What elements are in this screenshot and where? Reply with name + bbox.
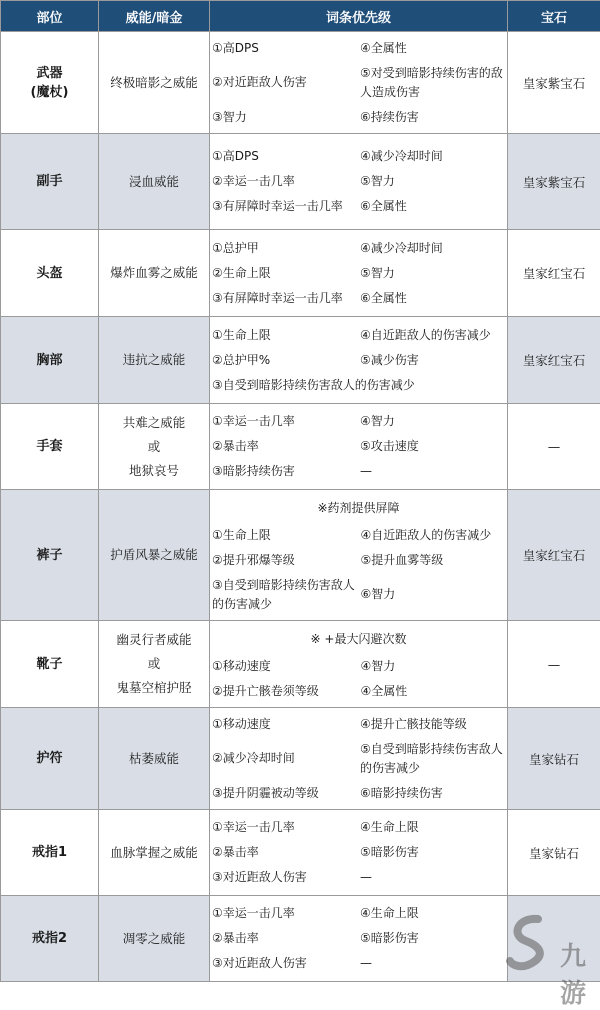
affix-item: ①生命上限	[210, 523, 359, 548]
affix-grid	[210, 625, 507, 704]
power-name-line: 鬼墓空棺护胫	[99, 676, 209, 700]
affix-item: ①幸运一击几率	[210, 901, 358, 926]
affix-item: ⑤暗影伤害	[358, 840, 507, 865]
affix-item: ①高DPS	[210, 144, 358, 169]
affix-item: ③有屏障时幸运一击几率	[210, 286, 358, 311]
part-name-line: 手套	[1, 437, 98, 456]
table-row	[1, 810, 600, 896]
affix-note: ※药剂提供屏障	[210, 494, 507, 523]
cell-part	[1, 621, 99, 708]
affix-item: ④自近距敌人的伤害减少	[359, 523, 508, 548]
cell-affix-priority	[210, 896, 508, 982]
table-row	[1, 404, 600, 490]
power-name-line: 爆炸血雾之威能	[99, 261, 209, 285]
affix-row	[210, 865, 507, 890]
part-name-line: 戒指2	[1, 929, 98, 948]
affix-grid	[210, 236, 507, 311]
affix-item: ②暴击率	[210, 926, 358, 951]
cell-affix-priority	[210, 708, 508, 810]
cell-gem: 皇家紫宝石	[508, 134, 600, 230]
affix-item: ③智力	[210, 105, 358, 130]
power-name-line: 枯萎威能	[99, 747, 209, 771]
affix-item: ⑥持续伤害	[358, 105, 507, 130]
part-name-line: 胸部	[1, 351, 98, 370]
affix-row	[210, 840, 507, 865]
affix-item: ⑤提升血雾等级	[359, 548, 508, 573]
cell-part	[1, 708, 99, 810]
affix-item: ②对近距敌人伤害	[210, 61, 358, 105]
cell-affix-priority	[210, 32, 508, 134]
affix-row	[210, 737, 507, 781]
affix-item: ⑥全属性	[358, 194, 507, 219]
affix-item: ④生命上限	[358, 901, 507, 926]
affix-row	[210, 105, 507, 130]
header-row	[1, 1, 600, 32]
cell-affix-priority	[210, 230, 508, 317]
cell-power	[99, 230, 210, 317]
table-row	[1, 621, 600, 708]
power-name-line: 或	[99, 435, 209, 459]
cell-gem: 皇家红宝石	[508, 490, 600, 621]
part-name-line: 头盔	[1, 264, 98, 283]
cell-affix-priority	[210, 621, 508, 708]
affix-item: —	[358, 865, 507, 890]
affix-grid	[210, 409, 507, 484]
affix-item: ③自受到暗影持续伤害敌人的伤害减少	[210, 573, 359, 617]
header-gem: 宝石	[508, 1, 600, 32]
affix-item: ②总护甲%	[210, 348, 358, 373]
affix-grid	[210, 712, 507, 806]
cell-gem: 皇家红宝石	[508, 317, 600, 404]
cell-part	[1, 810, 99, 896]
affix-item: ①生命上限	[210, 323, 358, 348]
affix-item: ④全属性	[359, 679, 508, 704]
cell-part	[1, 134, 99, 230]
affix-item: ①移动速度	[210, 654, 359, 679]
cell-power	[99, 404, 210, 490]
part-name-line: 副手	[1, 172, 98, 191]
affix-item: ①移动速度	[210, 712, 358, 737]
affix-row	[210, 548, 507, 573]
affix-item: ④自近距敌人的伤害减少	[358, 323, 507, 348]
affix-item: ⑥暗影持续伤害	[358, 781, 507, 806]
affix-row	[210, 459, 507, 484]
part-name-line: 武器	[1, 64, 98, 83]
power-name-line: 地狱哀号	[99, 459, 209, 483]
affix-item: ④减少冷却时间	[358, 144, 507, 169]
cell-power	[99, 317, 210, 404]
affix-row	[210, 61, 507, 105]
table-row	[1, 708, 600, 810]
affix-item: ③对近距敌人伤害	[210, 951, 358, 976]
cell-part	[1, 230, 99, 317]
affix-item: ⑥全属性	[358, 286, 507, 311]
affix-item: ②暴击率	[210, 434, 358, 459]
affix-grid	[210, 36, 507, 130]
cell-power	[99, 32, 210, 134]
table-row	[1, 490, 600, 621]
power-name-line: 浸血威能	[99, 170, 209, 194]
affix-item: ⑤暗影伤害	[358, 926, 507, 951]
affix-grid	[210, 144, 507, 219]
cell-power	[99, 810, 210, 896]
power-name-line: 血脉掌握之威能	[99, 841, 209, 865]
affix-row	[210, 323, 507, 348]
affix-item: ③有屏障时幸运一击几率	[210, 194, 358, 219]
cell-power	[99, 896, 210, 982]
affix-row	[210, 261, 507, 286]
affix-row	[210, 169, 507, 194]
cell-gem: 皇家红宝石	[508, 230, 600, 317]
part-name-line: (魔杖)	[1, 83, 98, 102]
cell-affix-priority	[210, 134, 508, 230]
affix-item: ④减少冷却时间	[358, 236, 507, 261]
affix-item: ①高DPS	[210, 36, 358, 61]
cell-power	[99, 134, 210, 230]
power-name-line: 幽灵行者威能	[99, 628, 209, 652]
affix-grid	[210, 494, 507, 617]
affix-row	[210, 236, 507, 261]
part-name-line: 戒指1	[1, 843, 98, 862]
affix-item: —	[358, 459, 507, 484]
affix-item: ⑥智力	[359, 573, 508, 617]
cell-power	[99, 708, 210, 810]
affix-grid	[210, 323, 507, 398]
affix-item: ⑤对受到暗影持续伤害的敌人造成伤害	[358, 61, 507, 105]
affix-item: ②生命上限	[210, 261, 358, 286]
table-row	[1, 32, 600, 134]
cell-part	[1, 32, 99, 134]
affix-item: ④智力	[358, 409, 507, 434]
cell-part	[1, 896, 99, 982]
affix-row	[210, 348, 507, 373]
affix-grid	[210, 815, 507, 890]
affix-row	[210, 901, 507, 926]
affix-item: ⑤减少伤害	[358, 348, 507, 373]
cell-part	[1, 404, 99, 490]
affix-row	[210, 144, 507, 169]
affix-item: ②提升亡骸卷须等级	[210, 679, 359, 704]
affix-row	[210, 36, 507, 61]
affix-row	[210, 286, 507, 311]
affix-row	[210, 373, 507, 398]
affix-item: ②幸运一击几率	[210, 169, 358, 194]
watermark-text: 九游	[560, 936, 600, 1010]
table-row	[1, 317, 600, 404]
affix-row	[210, 781, 507, 806]
cell-gem: 皇家紫宝石	[508, 32, 600, 134]
affix-item: ①总护甲	[210, 236, 358, 261]
power-name-line: 护盾风暴之威能	[99, 543, 209, 567]
part-name-line: 护符	[1, 749, 98, 768]
power-name-line: 终极暗影之威能	[99, 71, 209, 95]
cell-power	[99, 621, 210, 708]
cell-part	[1, 490, 99, 621]
affix-row	[210, 815, 507, 840]
table-row	[1, 230, 600, 317]
affix-item: ①幸运一击几率	[210, 815, 358, 840]
header-affix-priority: 词条优先级	[210, 1, 508, 32]
affix-item: ②提升邪爆等级	[210, 548, 359, 573]
affix-row	[210, 409, 507, 434]
affix-item: ③自受到暗影持续伤害敌人的伤害减少	[210, 373, 507, 398]
affix-item: ⑤攻击速度	[358, 434, 507, 459]
affix-item: ③暗影持续伤害	[210, 459, 358, 484]
affix-grid	[210, 901, 507, 976]
cell-affix-priority	[210, 490, 508, 621]
affix-item: ②减少冷却时间	[210, 737, 358, 781]
affix-item: ④生命上限	[358, 815, 507, 840]
affix-row	[210, 654, 507, 679]
cell-affix-priority	[210, 810, 508, 896]
cell-part	[1, 317, 99, 404]
affix-item: ③提升阴霾被动等级	[210, 781, 358, 806]
power-name-line: 共难之威能	[99, 411, 209, 435]
affix-note: ※ +最大闪避次数	[210, 625, 507, 654]
power-name-line: 凋零之威能	[99, 927, 209, 951]
cell-gem: —	[508, 404, 600, 490]
affix-row	[210, 951, 507, 976]
affix-item: ⑤智力	[358, 169, 507, 194]
affix-row	[210, 523, 507, 548]
affix-item: ③对近距敌人伤害	[210, 865, 358, 890]
header-part: 部位	[1, 1, 99, 32]
part-name-line: 裤子	[1, 546, 98, 565]
cell-affix-priority	[210, 404, 508, 490]
cell-gem: —	[508, 621, 600, 708]
affix-item: ①幸运一击几率	[210, 409, 358, 434]
affix-item: ④全属性	[358, 36, 507, 61]
affix-item: —	[358, 951, 507, 976]
affix-row	[210, 434, 507, 459]
cell-gem: 皇家钻石	[508, 810, 600, 896]
affix-row	[210, 712, 507, 737]
affix-item: ④提升亡骸技能等级	[358, 712, 507, 737]
affix-item: ⑤自受到暗影持续伤害敌人的伤害减少	[358, 737, 507, 781]
cell-power	[99, 490, 210, 621]
affix-row	[210, 679, 507, 704]
affix-row	[210, 926, 507, 951]
affix-row	[210, 194, 507, 219]
cell-affix-priority	[210, 317, 508, 404]
affix-item: ②暴击率	[210, 840, 358, 865]
power-name-line: 或	[99, 652, 209, 676]
cell-gem: 皇家钻石	[508, 708, 600, 810]
table-row	[1, 134, 600, 230]
affix-row	[210, 573, 507, 617]
power-name-line: 违抗之威能	[99, 348, 209, 372]
part-name-line: 靴子	[1, 655, 98, 674]
affix-item: ⑤智力	[358, 261, 507, 286]
header-power: 威能/暗金	[99, 1, 210, 32]
affix-item: ④智力	[359, 654, 508, 679]
